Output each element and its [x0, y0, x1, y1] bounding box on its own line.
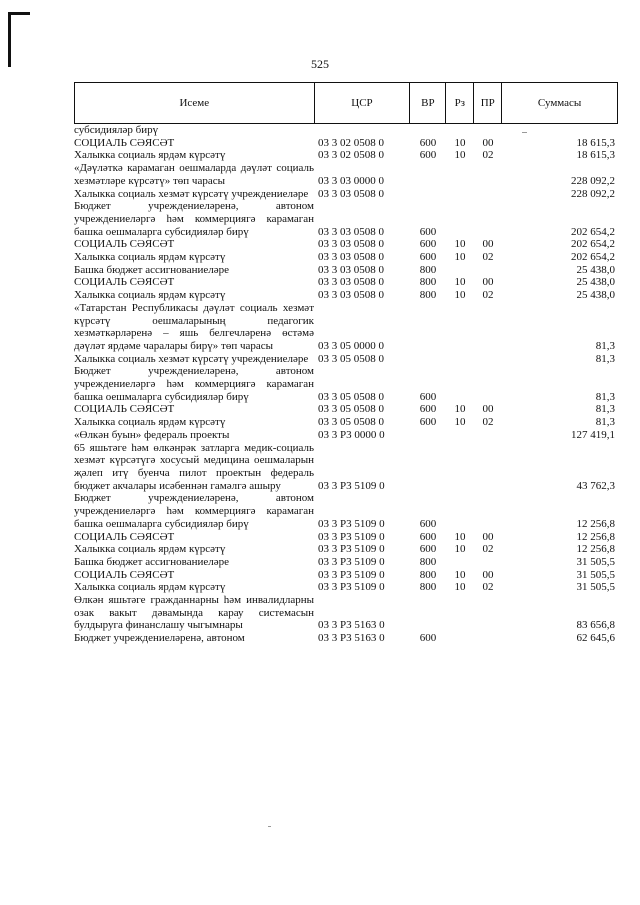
- row-vr: 800: [419, 568, 437, 581]
- table-row: [74, 632, 618, 645]
- row-sum: 31 505,5: [576, 581, 615, 594]
- row-sum: 202 654,2: [571, 238, 615, 251]
- header-rz: Рз: [446, 83, 474, 123]
- table-row: [74, 149, 618, 162]
- row-sum: 228 092,2: [571, 187, 615, 200]
- row-sum: 81,3: [595, 403, 615, 416]
- row-rz: 10: [454, 403, 466, 416]
- header-vr: ВР: [410, 83, 446, 123]
- row-pr: 00: [482, 568, 494, 581]
- row-name: Бюджет учреждениеләренә, автоном учреждениеләргә һәм коммерциягә карамаган башка оешмаларга субсидияләр бирү: [74, 200, 314, 238]
- row-sum: 202 654,2: [571, 225, 615, 238]
- row-pr: 00: [482, 276, 494, 289]
- row-name: Өлкән яшьтәге гражданнарны һәм инвалидларны озак вакыт дәвамында карау системасын булдыруга финанслашу чыгымнары: [74, 594, 314, 632]
- row-rz: 10: [454, 581, 466, 594]
- row-name: Бюджет учреждениеләренә, автоном учреждениеләргә һәм коммерциягә карамаган башка оешмаларга субсидияләр бирү: [74, 492, 314, 530]
- row-sum: 25 438,0: [576, 276, 615, 289]
- row-sum: 43 762,3: [576, 479, 615, 492]
- row-csr: 03 3 02 0508 0: [318, 149, 384, 162]
- row-name: Халыкка социаль ярдәм күрсәтү: [74, 581, 226, 594]
- row-name: субсидияләр бирү: [74, 124, 159, 136]
- row-sum: 81,3: [595, 339, 615, 352]
- row-sum: 81,3: [595, 416, 615, 429]
- row-pr: 00: [482, 403, 494, 416]
- row-pr: 02: [482, 581, 494, 594]
- table-row: [74, 302, 618, 353]
- row-name: Халыкка социаль хезмәт күрсәтү учреждениеләре: [74, 187, 309, 200]
- row-csr: 03 3 05 0508 0: [318, 416, 384, 429]
- row-sum: 12 256,8: [576, 530, 615, 543]
- header-sum: Суммасы: [502, 83, 618, 123]
- row-name: СОЦИАЛЬ СӘЯСӘТ: [74, 403, 175, 416]
- row-pr: 00: [482, 238, 494, 251]
- table-row: [74, 492, 618, 530]
- row-pr: 02: [482, 416, 494, 429]
- row-name: Башка бюджет ассигнованиеләре: [74, 263, 229, 276]
- row-csr: 03 3 03 0508 0: [318, 276, 384, 289]
- row-vr: 600: [419, 632, 437, 645]
- table-row: [74, 276, 618, 289]
- row-name: Башка бюджет ассигнованиеләре: [74, 555, 229, 568]
- row-vr: 600: [419, 390, 437, 403]
- row-pr: 02: [482, 543, 494, 556]
- scan-speck: [522, 132, 527, 133]
- row-sum: 83 656,8: [576, 619, 615, 632]
- row-csr: 03 3 P3 5109 0: [318, 517, 385, 530]
- row-name: Бюджет учреждениеләренә, автоном учреждениеләргә һәм коммерциягә карамаган башка оешмаларга субсидияләр бирү: [74, 365, 314, 403]
- table-row: [74, 137, 618, 150]
- row-vr: 800: [419, 581, 437, 594]
- table-row: [74, 403, 618, 416]
- row-vr: 800: [419, 263, 437, 276]
- row-csr: 03 3 03 0508 0: [318, 187, 384, 200]
- table-row: [74, 188, 618, 201]
- row-pr: 02: [482, 289, 494, 302]
- row-name: Халыкка социаль ярдәм күрсәтү: [74, 543, 226, 556]
- row-name: Бюджет учреждениеләренә, автоном: [74, 632, 245, 645]
- row-csr: 03 3 P3 5109 0: [318, 581, 385, 594]
- row-csr: 03 3 03 0508 0: [318, 263, 384, 276]
- row-sum: 127 419,1: [571, 428, 615, 441]
- row-sum: 62 645,6: [576, 632, 615, 645]
- table-row: [74, 429, 618, 442]
- table-row: [74, 442, 618, 493]
- row-csr: 03 3 P3 5163 0: [318, 619, 385, 632]
- page-number: 525: [311, 57, 329, 71]
- row-csr: 03 3 P3 5109 0: [318, 530, 385, 543]
- row-csr: 03 3 03 0000 0: [318, 174, 384, 187]
- row-name: Халыкка социаль хезмәт күрсәтү учреждениеләре: [74, 352, 309, 365]
- row-csr: 03 3 P3 5109 0: [318, 555, 385, 568]
- scan-speck: [268, 826, 271, 827]
- row-sum: 12 256,8: [576, 517, 615, 530]
- row-name: СОЦИАЛЬ СӘЯСӘТ: [74, 276, 175, 289]
- row-name: СОЦИАЛЬ СӘЯСӘТ: [74, 530, 175, 543]
- row-vr: 600: [419, 530, 437, 543]
- row-csr: 03 3 P3 5109 0: [318, 479, 385, 492]
- table-row: [74, 543, 618, 556]
- row-name: СОЦИАЛЬ СӘЯСӘТ: [74, 136, 175, 149]
- table-row: [74, 251, 618, 264]
- row-pr: 02: [482, 149, 494, 162]
- row-sum: 31 505,5: [576, 568, 615, 581]
- row-vr: 600: [419, 136, 437, 149]
- row-name: Халыкка социаль ярдәм күрсәтү: [74, 289, 226, 302]
- row-sum: 202 654,2: [571, 251, 615, 264]
- table-row: [74, 200, 618, 238]
- row-csr: 03 3 P3 5163 0: [318, 632, 385, 645]
- row-rz: 10: [454, 136, 466, 149]
- row-sum: 81,3: [595, 390, 615, 403]
- row-sum: 25 438,0: [576, 289, 615, 302]
- table-row: [74, 162, 618, 187]
- row-name: «Өлкән буын» федераль проекты: [74, 428, 230, 441]
- row-rz: 10: [454, 251, 466, 264]
- row-vr: 600: [419, 238, 437, 251]
- row-csr: 03 3 05 0508 0: [318, 390, 384, 403]
- row-sum: 81,3: [595, 352, 615, 365]
- row-vr: 600: [419, 225, 437, 238]
- row-name: Халыкка социаль ярдәм күрсәтү: [74, 251, 226, 264]
- row-rz: 10: [454, 530, 466, 543]
- row-csr: 03 3 03 0508 0: [318, 289, 384, 302]
- row-name: Халыкка социаль ярдәм күрсәтү: [74, 416, 226, 429]
- budget-table: [74, 82, 618, 645]
- row-sum: 18 615,3: [576, 149, 615, 162]
- table-row: [74, 594, 618, 632]
- row-sum: 31 505,5: [576, 555, 615, 568]
- table-row: [74, 353, 618, 366]
- row-sum: 25 438,0: [576, 263, 615, 276]
- row-vr: 600: [419, 517, 437, 530]
- row-vr: 600: [419, 543, 437, 556]
- row-rz: 10: [454, 543, 466, 556]
- row-name: «Татарстан Республикасы дәүләт социаль хезмәт күрсәтү оешмаларының педагогик хезмәткәрләренә – яшь белгечләренә өстәмә дәүләт ярдәме чаралары бирү» төп чарасы: [74, 301, 314, 352]
- row-vr: 800: [419, 276, 437, 289]
- row-vr: 800: [419, 555, 437, 568]
- table-row: [74, 581, 618, 594]
- header-pr: ПР: [474, 83, 502, 123]
- row-rz: 10: [454, 238, 466, 251]
- table-header: [74, 82, 618, 124]
- row-vr: 600: [419, 416, 437, 429]
- row-rz: 10: [454, 276, 466, 289]
- row-csr: 03 3 P3 0000 0: [318, 428, 385, 441]
- row-csr: 03 3 P3 5109 0: [318, 568, 385, 581]
- row-csr: 03 3 03 0508 0: [318, 238, 384, 251]
- row-csr: 03 3 P3 5109 0: [318, 543, 385, 556]
- row-rz: 10: [454, 568, 466, 581]
- table-row: [74, 531, 618, 544]
- header-name: Исеме: [75, 83, 315, 123]
- row-name: «Дәүләткә карамаган оешмаларда дәүләт социаль хезмәтләре күрсәтү» төп чарасы: [74, 162, 314, 187]
- row-rz: 10: [454, 149, 466, 162]
- row-name: СОЦИАЛЬ СӘЯСӘТ: [74, 238, 175, 251]
- row-sum: 18 615,3: [576, 136, 615, 149]
- row-name: Халыкка социаль ярдәм күрсәтү: [74, 149, 226, 162]
- row-csr: 03 3 03 0508 0: [318, 225, 384, 238]
- header-csr: ЦСР: [315, 83, 411, 123]
- row-sum: 12 256,8: [576, 543, 615, 556]
- row-sum: 228 092,2: [571, 174, 615, 187]
- row-name: СОЦИАЛЬ СӘЯСӘТ: [74, 568, 175, 581]
- row-name: 65 яшьтәге һәм өлкәнрәк затларга медик-социаль хезмәт күрсәтүгә хосусый медицина оешмаларын җәлеп итү буенча пилот проектын федераль бюджет акчалары исәбеннән гамәлгә ашыру: [74, 441, 314, 492]
- row-pr: 00: [482, 136, 494, 149]
- row-csr: 03 3 05 0508 0: [318, 352, 384, 365]
- table-row: [74, 289, 618, 302]
- table-row: [74, 416, 618, 429]
- table-row: [74, 556, 618, 569]
- row-vr: 600: [419, 403, 437, 416]
- row-vr: 600: [419, 149, 437, 162]
- row-csr: 03 3 05 0000 0: [318, 339, 384, 352]
- table-row: [74, 569, 618, 582]
- table-row: [74, 365, 618, 403]
- row-pr: 00: [482, 530, 494, 543]
- row-vr: 800: [419, 289, 437, 302]
- table-body: [74, 124, 618, 645]
- table-row: [74, 124, 618, 137]
- row-rz: 10: [454, 416, 466, 429]
- row-csr: 03 3 05 0508 0: [318, 403, 384, 416]
- row-pr: 02: [482, 251, 494, 264]
- row-vr: 600: [419, 251, 437, 264]
- row-csr: 03 3 03 0508 0: [318, 251, 384, 264]
- row-rz: 10: [454, 289, 466, 302]
- table-row: [74, 238, 618, 251]
- table-row: [74, 264, 618, 277]
- row-csr: 03 3 02 0508 0: [318, 136, 384, 149]
- page-corner-mark-top: [8, 12, 30, 15]
